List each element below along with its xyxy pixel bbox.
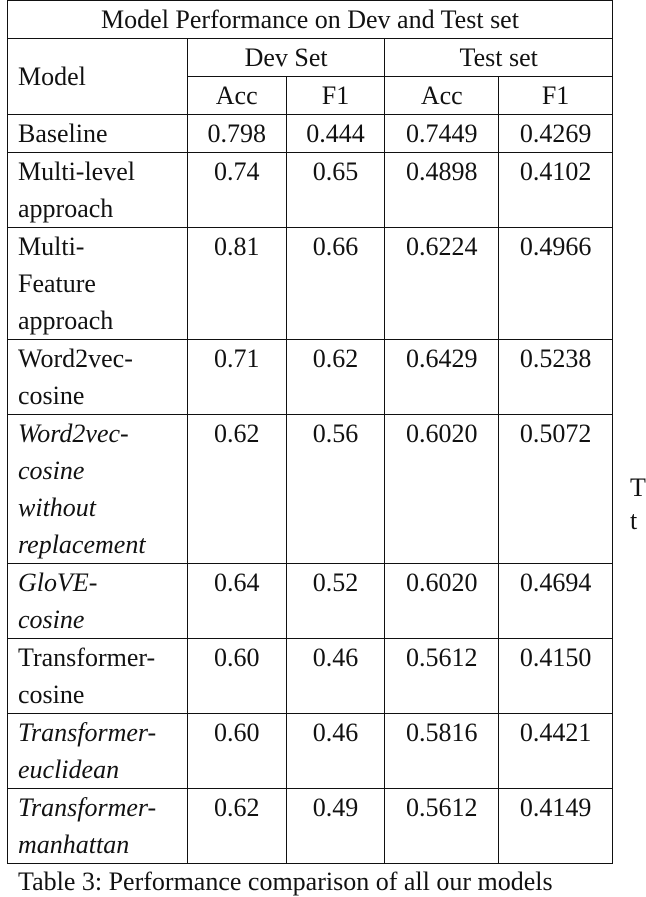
test-f1-header: F1 xyxy=(499,77,613,115)
table-title: Model Performance on Dev and Test set xyxy=(8,1,613,39)
test-acc-cell: 0.6429 xyxy=(385,340,499,415)
model-name: Baseline xyxy=(8,115,188,153)
dev-f1-cell: 0.62 xyxy=(286,340,385,415)
test-f1-cell: 0.4102 xyxy=(499,153,613,228)
dev-acc-header: Acc xyxy=(187,77,286,115)
model-name: Multi-level approach xyxy=(8,153,188,228)
test-set-header: Test set xyxy=(385,39,613,77)
dev-acc-cell: 0.64 xyxy=(187,564,286,639)
adjacent-column-text: T t xyxy=(630,473,646,535)
test-f1-cell: 0.4421 xyxy=(499,714,613,789)
table-title-row xyxy=(8,1,613,39)
dev-acc-cell: 0.60 xyxy=(187,714,286,789)
group-header-row xyxy=(8,39,613,77)
performance-table xyxy=(7,0,613,864)
dev-acc-cell: 0.62 xyxy=(187,415,286,564)
dev-f1-cell: 0.66 xyxy=(286,228,385,340)
dev-f1-cell: 0.65 xyxy=(286,153,385,228)
test-f1-cell: 0.4966 xyxy=(499,228,613,340)
dev-acc-cell: 0.62 xyxy=(187,789,286,864)
test-f1-cell: 0.4269 xyxy=(499,115,613,153)
dev-f1-cell: 0.56 xyxy=(286,415,385,564)
dev-f1-cell: 0.46 xyxy=(286,639,385,714)
dev-acc-cell: 0.60 xyxy=(187,639,286,714)
test-f1-cell: 0.4150 xyxy=(499,639,613,714)
table-row xyxy=(8,789,613,864)
table-row xyxy=(8,228,613,340)
dev-set-header: Dev Set xyxy=(187,39,385,77)
table-row xyxy=(8,115,613,153)
test-acc-cell: 0.7449 xyxy=(385,115,499,153)
test-f1-cell: 0.5072 xyxy=(499,415,613,564)
model-name: Transformer- manhattan xyxy=(8,789,188,864)
test-acc-cell: 0.5612 xyxy=(385,639,499,714)
table-row xyxy=(8,639,613,714)
test-acc-cell: 0.4898 xyxy=(385,153,499,228)
test-f1-cell: 0.5238 xyxy=(499,340,613,415)
model-name: Word2vec- cosine xyxy=(8,340,188,415)
model-name: Transformer- euclidean xyxy=(8,714,188,789)
dev-f1-cell: 0.52 xyxy=(286,564,385,639)
dev-acc-cell: 0.81 xyxy=(187,228,286,340)
model-name: Word2vec- cosine without replacement xyxy=(8,415,188,564)
test-acc-cell: 0.6020 xyxy=(385,564,499,639)
test-acc-cell: 0.5612 xyxy=(385,789,499,864)
table-row xyxy=(8,415,613,564)
test-f1-cell: 0.4149 xyxy=(499,789,613,864)
test-acc-cell: 0.6224 xyxy=(385,228,499,340)
table-row xyxy=(8,564,613,639)
model-column-header: Model xyxy=(8,39,188,115)
model-name: Transformer- cosine xyxy=(8,639,188,714)
dev-acc-cell: 0.798 xyxy=(187,115,286,153)
model-name: Multi- Feature approach xyxy=(8,228,188,340)
dev-f1-cell: 0.49 xyxy=(286,789,385,864)
dev-acc-cell: 0.71 xyxy=(187,340,286,415)
table-row xyxy=(8,340,613,415)
dev-f1-cell: 0.46 xyxy=(286,714,385,789)
table-caption: Table 3: Performance comparison of all our models xyxy=(18,867,553,896)
dev-f1-cell: 0.444 xyxy=(286,115,385,153)
dev-acc-cell: 0.74 xyxy=(187,153,286,228)
test-acc-cell: 0.5816 xyxy=(385,714,499,789)
test-acc-header: Acc xyxy=(385,77,499,115)
test-f1-cell: 0.4694 xyxy=(499,564,613,639)
test-acc-cell: 0.6020 xyxy=(385,415,499,564)
model-name: GloVE- cosine xyxy=(8,564,188,639)
table-row xyxy=(8,153,613,228)
dev-f1-header: F1 xyxy=(286,77,385,115)
table-row xyxy=(8,714,613,789)
